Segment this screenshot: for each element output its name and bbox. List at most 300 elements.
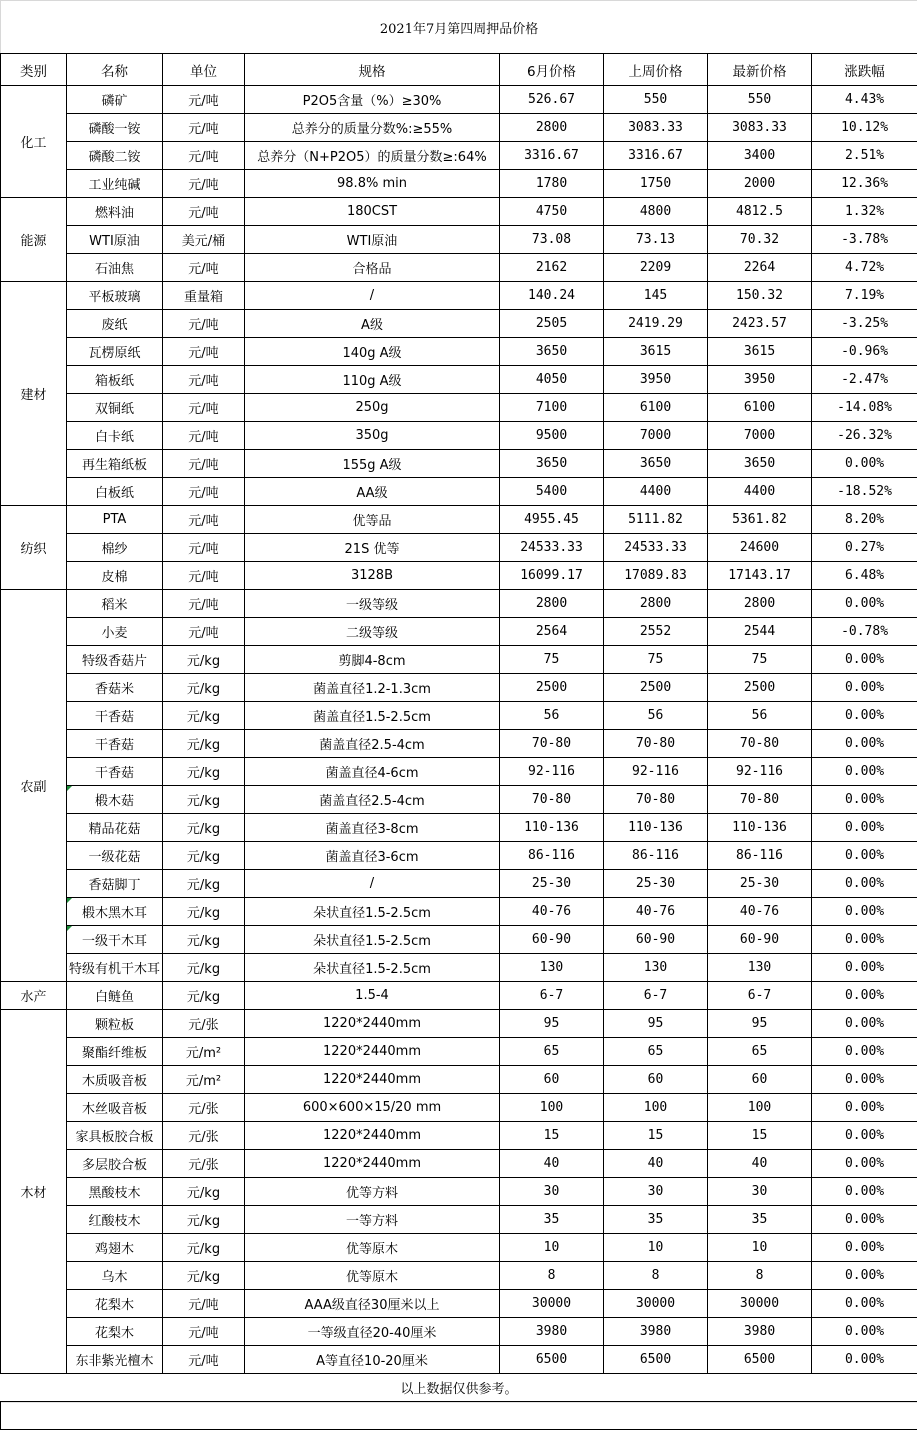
june-cell: 100 (500, 1094, 604, 1122)
latest-cell: 3950 (708, 366, 812, 394)
june-cell: 2162 (500, 254, 604, 282)
table-row (1, 506, 917, 534)
last_week-cell: 3615 (604, 338, 708, 366)
change-cell: 0.00% (812, 1094, 917, 1122)
spec-cell: 总养分的质量分数%:≥55% (245, 114, 500, 142)
change-cell: 0.00% (812, 982, 917, 1010)
last_week-cell: 24533.33 (604, 534, 708, 562)
latest-cell: 40-76 (708, 898, 812, 926)
table-row (1, 926, 917, 954)
spec-cell: WTI原油 (245, 226, 500, 254)
june-cell: 2500 (500, 674, 604, 702)
last_week-cell: 6-7 (604, 982, 708, 1010)
last_week-cell: 2419.29 (604, 310, 708, 338)
table-row (1, 198, 917, 226)
name-cell: 箱板纸 (67, 366, 163, 394)
june-cell: 526.67 (500, 86, 604, 114)
unit-cell: 美元/桶 (163, 226, 245, 254)
name-cell: 花梨木 (67, 1318, 163, 1346)
latest-cell: 150.32 (708, 282, 812, 310)
name-cell: 黑酸枝木 (67, 1178, 163, 1206)
change-cell: 12.36% (812, 170, 917, 198)
last_week-cell: 92-116 (604, 758, 708, 786)
june-cell: 60 (500, 1066, 604, 1094)
june-cell: 86-116 (500, 842, 604, 870)
unit-cell: 元/吨 (163, 1346, 245, 1374)
table-row (1, 86, 917, 114)
spec-cell: 菌盖直径1.5-2.5cm (245, 702, 500, 730)
name-cell: 特级香菇片 (67, 646, 163, 674)
unit-cell: 元/kg (163, 898, 245, 926)
last_week-cell: 2800 (604, 590, 708, 618)
name-cell: 白鲢鱼 (67, 982, 163, 1010)
footnote: 以上数据仅供参考。 (400, 1382, 518, 1397)
spec-cell: 140g A级 (245, 338, 500, 366)
change-cell: 4.43% (812, 86, 917, 114)
change-cell: -14.08% (812, 394, 917, 422)
spec-cell: AAA级直径30厘米以上 (245, 1290, 500, 1318)
header-cell: 涨跌幅 (812, 54, 917, 86)
spec-cell: 总养分（N+P2O5）的质量分数≥:64% (245, 142, 500, 170)
spec-cell: 合格品 (245, 254, 500, 282)
table-row (1, 1010, 917, 1038)
last_week-cell: 3083.33 (604, 114, 708, 142)
latest-cell: 4812.5 (708, 198, 812, 226)
unit-cell: 元/kg (163, 1178, 245, 1206)
june-cell: 75 (500, 646, 604, 674)
unit-cell: 元/m² (163, 1038, 245, 1066)
june-cell: 70-80 (500, 786, 604, 814)
june-cell: 8 (500, 1262, 604, 1290)
name-cell: 聚酯纤维板 (67, 1038, 163, 1066)
header-cell: 最新价格 (708, 54, 812, 86)
unit-cell: 元/吨 (163, 142, 245, 170)
header-cell: 上周价格 (604, 54, 708, 86)
spec-cell: 1220*2440mm (245, 1010, 500, 1038)
unit-cell: 元/吨 (163, 1290, 245, 1318)
name-cell: 白板纸 (67, 478, 163, 506)
change-cell: 7.19% (812, 282, 917, 310)
header-cell: 6月价格 (500, 54, 604, 86)
change-cell: 0.00% (812, 1178, 917, 1206)
last_week-cell: 15 (604, 1122, 708, 1150)
name-cell: 东非紫光檀木 (67, 1346, 163, 1374)
name-cell: 双铜纸 (67, 394, 163, 422)
june-cell: 3650 (500, 338, 604, 366)
name-cell: 平板玻璃 (67, 282, 163, 310)
latest-cell: 2500 (708, 674, 812, 702)
unit-cell: 元/吨 (163, 1318, 245, 1346)
last_week-cell: 60-90 (604, 926, 708, 954)
unit-cell: 元/kg (163, 842, 245, 870)
spec-cell: 优等原木 (245, 1262, 500, 1290)
change-cell: 1.32% (812, 198, 917, 226)
last_week-cell: 10 (604, 1234, 708, 1262)
header-cell: 类别 (1, 54, 67, 86)
last_week-cell: 35 (604, 1206, 708, 1234)
table-row (1, 730, 917, 758)
unit-cell: 元/吨 (163, 170, 245, 198)
category-cell: 水产 (1, 982, 67, 1010)
table-row (1, 170, 917, 198)
latest-cell: 3400 (708, 142, 812, 170)
june-cell: 95 (500, 1010, 604, 1038)
june-cell: 3650 (500, 450, 604, 478)
latest-cell: 60-90 (708, 926, 812, 954)
category-cell: 木材 (1, 1010, 67, 1374)
table-row (1, 954, 917, 982)
spec-cell: 1220*2440mm (245, 1038, 500, 1066)
latest-cell: 8 (708, 1262, 812, 1290)
spec-cell: 菌盖直径2.5-4cm (245, 786, 500, 814)
unit-cell: 元/吨 (163, 506, 245, 534)
june-cell: 4750 (500, 198, 604, 226)
table-row (1, 590, 917, 618)
latest-cell: 3650 (708, 450, 812, 478)
category-cell: 建材 (1, 282, 67, 506)
unit-cell: 重量箱 (163, 282, 245, 310)
change-cell: -2.47% (812, 366, 917, 394)
latest-cell: 6100 (708, 394, 812, 422)
june-cell: 6-7 (500, 982, 604, 1010)
table-row (1, 1206, 917, 1234)
latest-cell: 2544 (708, 618, 812, 646)
spec-cell: 菌盖直径4-6cm (245, 758, 500, 786)
name-cell: 颗粒板 (67, 1010, 163, 1038)
june-cell: 4955.45 (500, 506, 604, 534)
unit-cell: 元/吨 (163, 86, 245, 114)
june-cell: 4050 (500, 366, 604, 394)
unit-cell: 元/吨 (163, 366, 245, 394)
june-cell: 2800 (500, 114, 604, 142)
table-row (1, 814, 917, 842)
unit-cell: 元/吨 (163, 114, 245, 142)
table-row (1, 870, 917, 898)
name-cell: 特级有机干木耳 (67, 954, 163, 982)
last_week-cell: 6100 (604, 394, 708, 422)
last_week-cell: 60 (604, 1066, 708, 1094)
unit-cell: 元/kg (163, 758, 245, 786)
change-cell: -3.25% (812, 310, 917, 338)
header-cell: 单位 (163, 54, 245, 86)
june-cell: 3316.67 (500, 142, 604, 170)
unit-cell: 元/吨 (163, 562, 245, 590)
latest-cell: 2000 (708, 170, 812, 198)
name-cell: 香菇米 (67, 674, 163, 702)
table-row (1, 1318, 917, 1346)
change-cell: 0.00% (812, 1010, 917, 1038)
empty-row (1, 1402, 917, 1430)
june-cell: 73.08 (500, 226, 604, 254)
last_week-cell: 40-76 (604, 898, 708, 926)
latest-cell: 25-30 (708, 870, 812, 898)
table-row (1, 394, 917, 422)
spec-cell: 菌盖直径1.2-1.3cm (245, 674, 500, 702)
latest-cell: 17143.17 (708, 562, 812, 590)
table-row (1, 1122, 917, 1150)
latest-cell: 6-7 (708, 982, 812, 1010)
spec-cell: 菌盖直径3-8cm (245, 814, 500, 842)
june-cell: 30000 (500, 1290, 604, 1318)
change-cell: 4.72% (812, 254, 917, 282)
change-cell: 8.20% (812, 506, 917, 534)
table-row (1, 898, 917, 926)
latest-cell: 2800 (708, 590, 812, 618)
category-cell: 纺织 (1, 506, 67, 590)
category-cell: 能源 (1, 198, 67, 282)
june-cell: 2564 (500, 618, 604, 646)
last_week-cell: 2500 (604, 674, 708, 702)
change-cell: 2.51% (812, 142, 917, 170)
latest-cell: 24600 (708, 534, 812, 562)
spec-cell: 600×600×15/20 mm (245, 1094, 500, 1122)
latest-cell: 40 (708, 1150, 812, 1178)
spec-cell: 3128B (245, 562, 500, 590)
change-cell: 0.00% (812, 450, 917, 478)
spec-cell: A级 (245, 310, 500, 338)
spec-cell: / (245, 870, 500, 898)
change-cell: 0.00% (812, 1346, 917, 1374)
table-row (1, 450, 917, 478)
table-row (1, 338, 917, 366)
table-row (1, 1234, 917, 1262)
name-cell: 椴木菇 (67, 786, 163, 814)
latest-cell: 35 (708, 1206, 812, 1234)
unit-cell: 元/kg (163, 674, 245, 702)
june-cell: 9500 (500, 422, 604, 450)
change-cell: 10.12% (812, 114, 917, 142)
june-cell: 130 (500, 954, 604, 982)
spec-cell: 剪脚4-8cm (245, 646, 500, 674)
june-cell: 25-30 (500, 870, 604, 898)
spec-cell: 菌盖直径3-6cm (245, 842, 500, 870)
latest-cell: 86-116 (708, 842, 812, 870)
name-cell: 木质吸音板 (67, 1066, 163, 1094)
table-row (1, 114, 917, 142)
change-cell: -26.32% (812, 422, 917, 450)
category-cell: 化工 (1, 86, 67, 198)
change-cell: 0.00% (812, 646, 917, 674)
header-cell: 名称 (67, 54, 163, 86)
table-row (1, 758, 917, 786)
change-cell: 0.00% (812, 898, 917, 926)
june-cell: 16099.17 (500, 562, 604, 590)
last_week-cell: 550 (604, 86, 708, 114)
name-cell: 椴木黑木耳 (67, 898, 163, 926)
latest-cell: 550 (708, 86, 812, 114)
spec-cell: 1.5-4 (245, 982, 500, 1010)
change-cell: 0.00% (812, 814, 917, 842)
last_week-cell: 2209 (604, 254, 708, 282)
spec-cell: 155g A级 (245, 450, 500, 478)
last_week-cell: 25-30 (604, 870, 708, 898)
june-cell: 110-136 (500, 814, 604, 842)
name-cell: 木丝吸音板 (67, 1094, 163, 1122)
last_week-cell: 56 (604, 702, 708, 730)
unit-cell: 元/m² (163, 1066, 245, 1094)
latest-cell: 70.32 (708, 226, 812, 254)
change-cell: 0.27% (812, 534, 917, 562)
change-cell: 0.00% (812, 786, 917, 814)
spec-cell: 110g A级 (245, 366, 500, 394)
june-cell: 5400 (500, 478, 604, 506)
category-cell: 农副 (1, 590, 67, 982)
spec-cell: 180CST (245, 198, 500, 226)
latest-cell: 100 (708, 1094, 812, 1122)
name-cell: 白卡纸 (67, 422, 163, 450)
unit-cell: 元/张 (163, 1150, 245, 1178)
latest-cell: 5361.82 (708, 506, 812, 534)
name-cell: 干香菇 (67, 702, 163, 730)
june-cell: 30 (500, 1178, 604, 1206)
spec-cell: 一等方料 (245, 1206, 500, 1234)
table-row (1, 562, 917, 590)
unit-cell: 元/kg (163, 1262, 245, 1290)
unit-cell: 元/吨 (163, 590, 245, 618)
table-row (1, 226, 917, 254)
table-row (1, 282, 917, 310)
spec-cell: 优等方料 (245, 1178, 500, 1206)
latest-cell: 130 (708, 954, 812, 982)
change-cell: 0.00% (812, 1122, 917, 1150)
last_week-cell: 100 (604, 1094, 708, 1122)
table-row (1, 1290, 917, 1318)
change-cell: 0.00% (812, 758, 917, 786)
spec-cell: 1220*2440mm (245, 1122, 500, 1150)
name-cell: 磷酸一铵 (67, 114, 163, 142)
name-cell: 精品花菇 (67, 814, 163, 842)
name-cell: 干香菇 (67, 730, 163, 758)
table-row (1, 254, 917, 282)
last_week-cell: 6500 (604, 1346, 708, 1374)
unit-cell: 元/kg (163, 1234, 245, 1262)
last_week-cell: 40 (604, 1150, 708, 1178)
last_week-cell: 4400 (604, 478, 708, 506)
spec-cell: 21S 优等 (245, 534, 500, 562)
latest-cell: 7000 (708, 422, 812, 450)
change-cell: 6.48% (812, 562, 917, 590)
table-row (1, 646, 917, 674)
last_week-cell: 65 (604, 1038, 708, 1066)
june-cell: 40 (500, 1150, 604, 1178)
table-row (1, 366, 917, 394)
table-row (1, 674, 917, 702)
june-cell: 2505 (500, 310, 604, 338)
latest-cell: 110-136 (708, 814, 812, 842)
last_week-cell: 5111.82 (604, 506, 708, 534)
name-cell: 一级花菇 (67, 842, 163, 870)
unit-cell: 元/吨 (163, 338, 245, 366)
change-cell: 0.00% (812, 1066, 917, 1094)
unit-cell: 元/张 (163, 1094, 245, 1122)
change-cell: 0.00% (812, 1234, 917, 1262)
latest-cell: 70-80 (708, 786, 812, 814)
last_week-cell: 3650 (604, 450, 708, 478)
last_week-cell: 70-80 (604, 786, 708, 814)
unit-cell: 元/吨 (163, 422, 245, 450)
june-cell: 40-76 (500, 898, 604, 926)
june-cell: 140.24 (500, 282, 604, 310)
change-cell: 0.00% (812, 702, 917, 730)
name-cell: 棉纱 (67, 534, 163, 562)
unit-cell: 元/kg (163, 982, 245, 1010)
spec-cell: 朵状直径1.5-2.5cm (245, 926, 500, 954)
change-cell: 0.00% (812, 1150, 917, 1178)
name-cell: 燃料油 (67, 198, 163, 226)
last_week-cell: 1750 (604, 170, 708, 198)
latest-cell: 60 (708, 1066, 812, 1094)
name-cell: WTI原油 (67, 226, 163, 254)
latest-cell: 3980 (708, 1318, 812, 1346)
last_week-cell: 30000 (604, 1290, 708, 1318)
header-row (1, 54, 917, 86)
latest-cell: 65 (708, 1038, 812, 1066)
table-row (1, 982, 917, 1010)
sheet-title: 2021年7月第四周押品价格 (1, 1, 917, 54)
table-row (1, 842, 917, 870)
table-row (1, 310, 917, 338)
table-row (1, 1038, 917, 1066)
latest-cell: 10 (708, 1234, 812, 1262)
spec-cell: 一级等级 (245, 590, 500, 618)
spec-cell: 1220*2440mm (245, 1066, 500, 1094)
name-cell: 工业纯碱 (67, 170, 163, 198)
change-cell: -0.78% (812, 618, 917, 646)
unit-cell: 元/张 (163, 1010, 245, 1038)
unit-cell: 元/kg (163, 786, 245, 814)
latest-cell: 30 (708, 1178, 812, 1206)
table-row (1, 1066, 917, 1094)
change-cell: 0.00% (812, 842, 917, 870)
table-row (1, 1178, 917, 1206)
note-table (0, 1374, 917, 1430)
name-cell: 干香菇 (67, 758, 163, 786)
name-cell: 皮棉 (67, 562, 163, 590)
spec-cell: 朵状直径1.5-2.5cm (245, 898, 500, 926)
last_week-cell: 73.13 (604, 226, 708, 254)
spec-cell: 1220*2440mm (245, 1150, 500, 1178)
unit-cell: 元/吨 (163, 394, 245, 422)
spec-cell: 98.8% min (245, 170, 500, 198)
last_week-cell: 86-116 (604, 842, 708, 870)
june-cell: 56 (500, 702, 604, 730)
spec-cell: 250g (245, 394, 500, 422)
spec-cell: 优等原木 (245, 1234, 500, 1262)
change-cell: 0.00% (812, 730, 917, 758)
unit-cell: 元/kg (163, 814, 245, 842)
june-cell: 1780 (500, 170, 604, 198)
latest-cell: 92-116 (708, 758, 812, 786)
spec-cell: A等直径10-20厘米 (245, 1346, 500, 1374)
change-cell: 0.00% (812, 590, 917, 618)
name-cell: 稻米 (67, 590, 163, 618)
unit-cell: 元/张 (163, 1122, 245, 1150)
june-cell: 65 (500, 1038, 604, 1066)
table-row (1, 1262, 917, 1290)
spec-cell: 优等品 (245, 506, 500, 534)
change-cell: 0.00% (812, 1206, 917, 1234)
name-cell: 石油焦 (67, 254, 163, 282)
june-cell: 10 (500, 1234, 604, 1262)
last_week-cell: 145 (604, 282, 708, 310)
last_week-cell: 7000 (604, 422, 708, 450)
latest-cell: 30000 (708, 1290, 812, 1318)
unit-cell: 元/吨 (163, 478, 245, 506)
unit-cell: 元/kg (163, 730, 245, 758)
latest-cell: 2423.57 (708, 310, 812, 338)
latest-cell: 95 (708, 1010, 812, 1038)
name-cell: PTA (67, 506, 163, 534)
